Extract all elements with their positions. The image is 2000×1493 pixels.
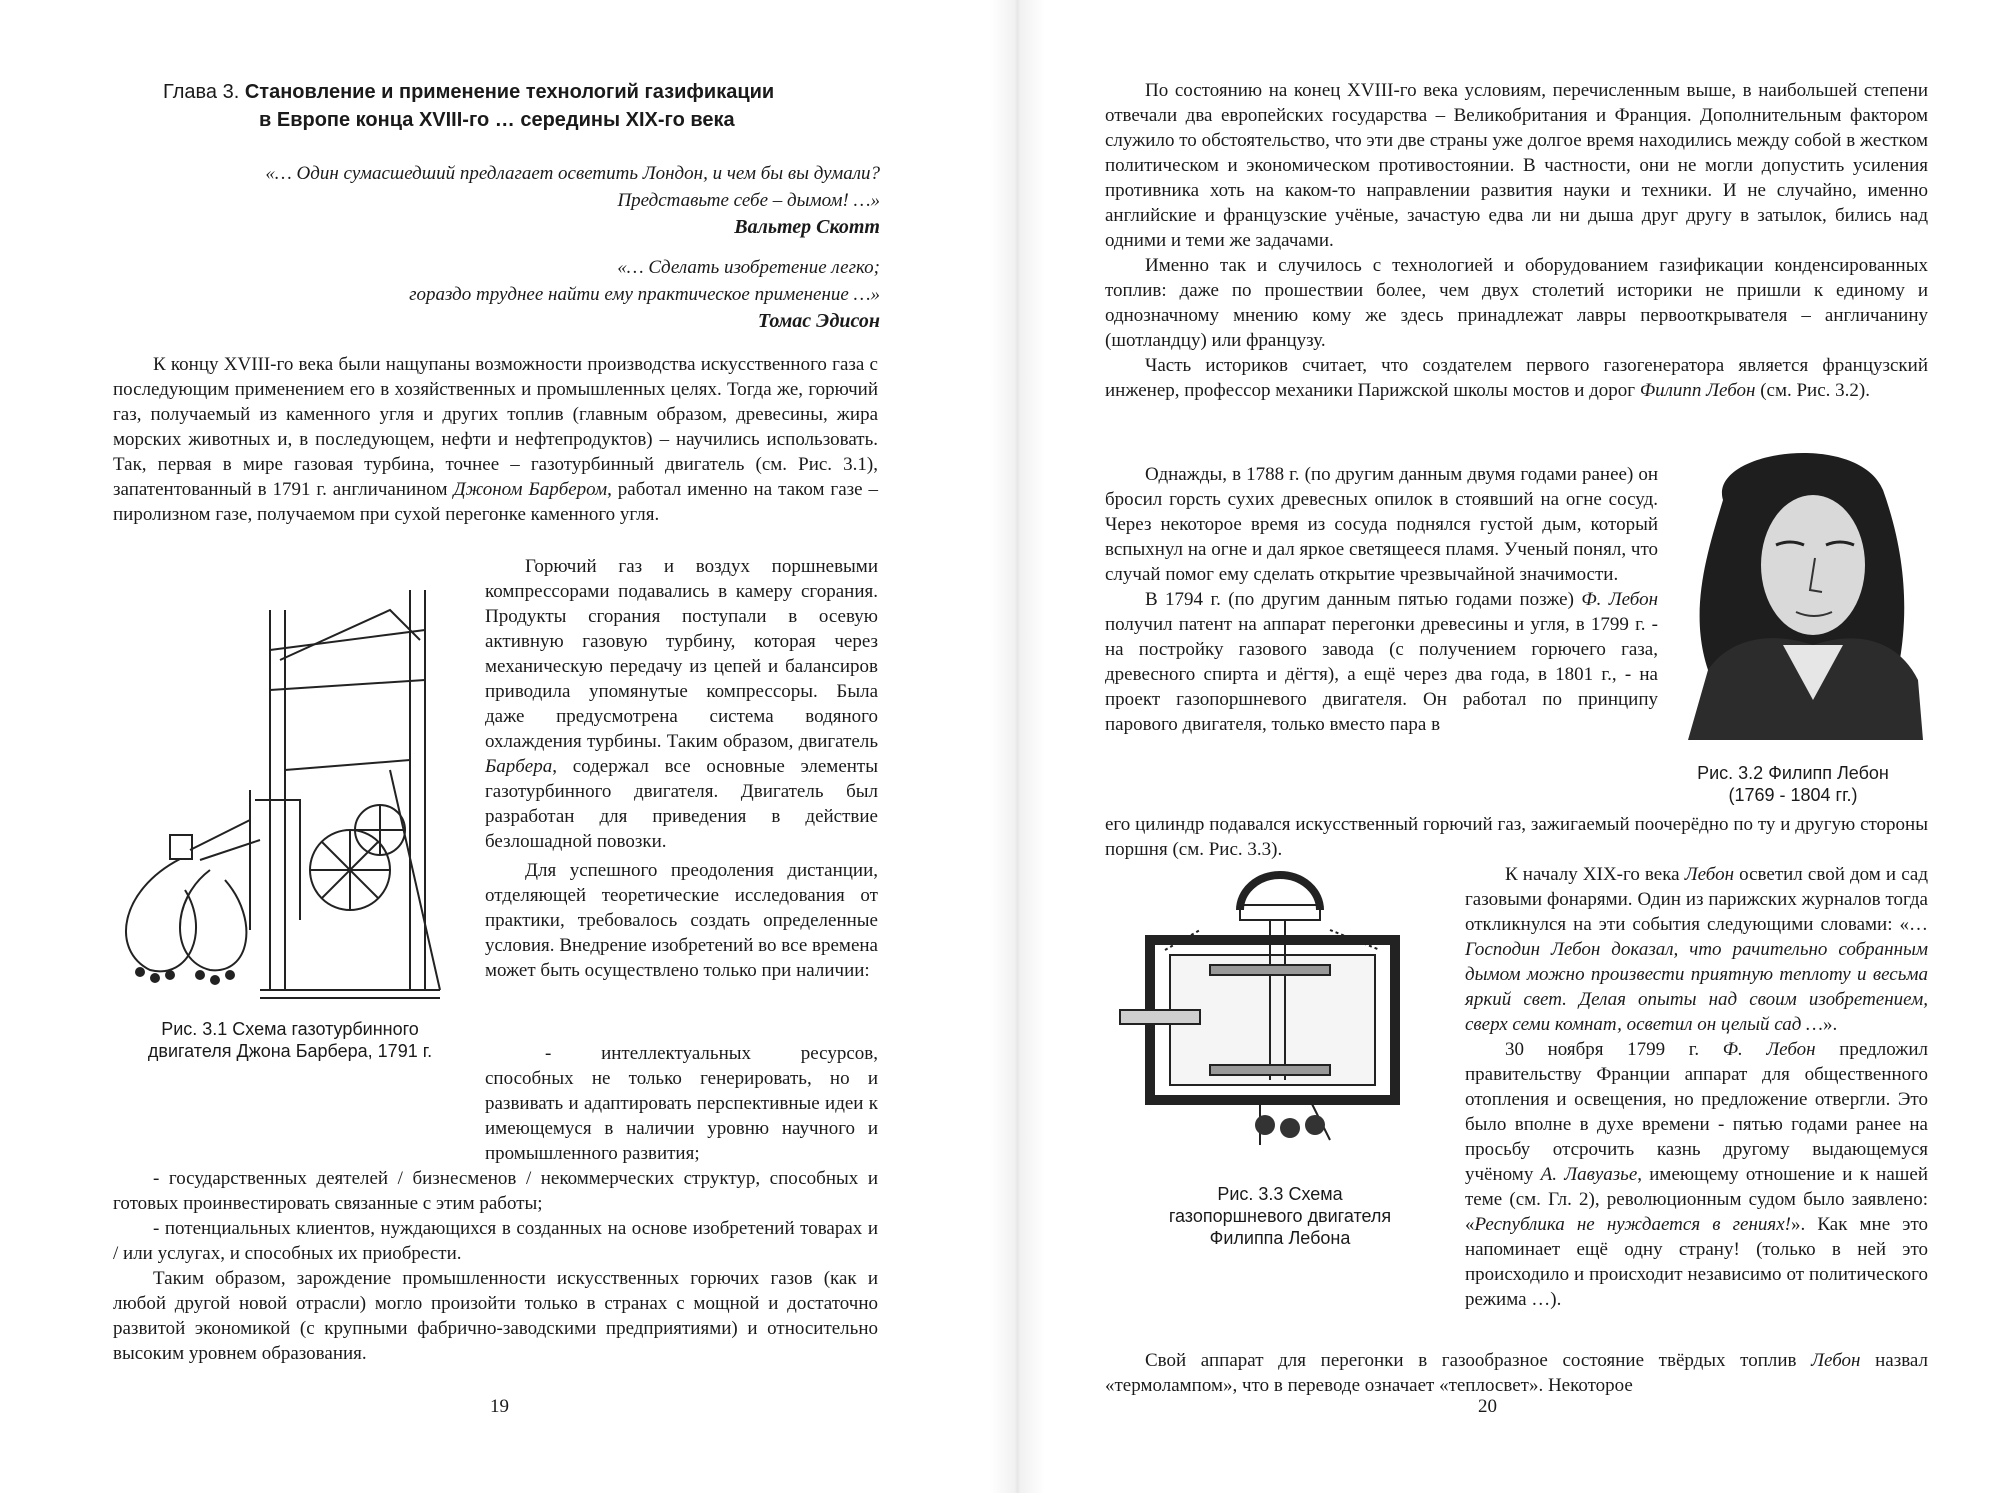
person-name: Джоном Барбером <box>453 479 608 500</box>
person-name: Лебон <box>1811 1350 1861 1371</box>
lebon-portrait-figure <box>1668 440 1943 745</box>
chapter-label: Глава 3. <box>163 81 240 103</box>
conclusion-paragraph: Таким образом, зарождение промышленности искусственных горючих газов (как и любой другой новой отрасли) могло произойти только в странах с мощной и достаточно развитой экономикой (с крупными фабрично-заводскими предприятиями) и относительно высоким уровнем образования. <box>113 1268 878 1364</box>
intro-paragraph: К концу XVIII-го века были нащупаны возможности производства искусственного газа с последующим применением его в хозяйственных и промышленных целях. Тогда же, горючий газ, получаемый из каменного угля и других топлив (главным образом, древесины, жира морских животных и, в последующем, нефти и нефтепродуктов) – научились использовать. Так, первая в мире газовая турбина, точнее – газотурбинный двигатель (см. Рис. 3.1), запатентованный в 1791 г. англичанином Джоном Барбером, работал именно на таком газе – пиролизном газе, получаемом при сухой перегонке каменного угля. <box>113 354 879 525</box>
conditions-list <box>113 1041 878 1366</box>
figure-3-3-caption: Рис. 3.3 Схема газопоршневого двигателя Филиппа Лебона <box>1168 1184 1392 1248</box>
epigraph-line: «… Сделать изобретение легко; <box>617 257 880 278</box>
figure-3-2-caption: Рис. 3.2 Филипп Лебон (1769 - 1804 гг.) <box>1697 763 1889 805</box>
paragraph: Однажды, в 1788 г. (по другим данным двумя годами ранее) он бросил горсть сухих древесных опилок в стоявший на огне сосуд. Через некоторое время из сосуда поднялся густой дым, который вспыхнул на огне и дал яркое светящееся пламя. Ученый понял, что случай помог ему сделать открытие чрезвычайной значимости. <box>1105 464 1658 585</box>
epigraph-line: Представьте себе – дымом! …» <box>617 190 880 211</box>
conditions-paragraph: Для успешного преодоления дистанции, отделяющей теоретические исследования от практики, требовалось создать определенные условия. Внедрение изобретений во все времена может быть осуществлено только при наличии: <box>485 860 878 981</box>
chapter-heading <box>163 78 863 134</box>
page-number: 19 <box>490 1396 509 1417</box>
thermolamp-text: Свой аппарат для перегонки в газообразное состояние твёрдых топлив Лебон назвал «термолампом», что в переводе означает «теплосвет». Некоторое <box>1105 1350 1929 1396</box>
person-name: Лебон <box>1684 864 1735 885</box>
bullet-item: - государственных деятелей / бизнесменов / некоммерческих структур, способных и готовых проинвестировать связанные с этим работы; <box>113 1168 878 1214</box>
epigraph-author: Томас Эдисон <box>757 310 880 332</box>
left-page <box>0 0 990 1493</box>
bullet-item: - потенциальных клиентов, нуждающихся в созданных на основе изобретений товарах и / или услугах, и способных их приобрести. <box>113 1218 878 1264</box>
epigraph-edison <box>160 254 880 335</box>
person-name: Ф. Лебон <box>1722 1039 1816 1060</box>
person-name: А. Лавуазье <box>1540 1164 1638 1185</box>
epigraph-line: «… Один сумасшедший предлагает осветить Лондон, и чем бы вы думали? <box>265 163 880 184</box>
right-top-text: По состоянию на конец XVIII-го века условиям, перечисленным выше, в наибольшей степени отвечали два европейских государства – Великобритания и Франция. Дополнительным фактором служило то обстоятельство, что эти две страны уже долгое время находились между собой в жестком политическом и экономическом противостоянии. В частности, они не могли допустить усиления противника хоть на каком-то направлении развития науки и техники. И не случайно, именно английские и французские учёные, зачастую едва ли ни дыша друг другу в затылок, бились над одними и теми же задачами. Именно так и случилось с технологией и оборудованием газификации конденсированных топлив: даже по прошествии более, чем двух столетий историки не пришли к единому и однозначному мнению кому же здесь принадлежат лавры первооткрывателя – англичанину (шотландцу) или французу. Часть историков считает, что создателем первого газогенератора является французский инженер, профессор механики Парижской школы мостов и дорог Филипп Лебон (см. Рис. 3.2). <box>1105 80 1928 401</box>
epigraph-line: гораздо труднее найти ему практическое применение …» <box>409 284 880 305</box>
epigraph-scott <box>160 160 880 241</box>
figure-3-1-caption: Рис. 3.1 Схема газотурбинного двигателя Джона Барбера, 1791 г. <box>147 1019 433 1061</box>
person-name: Ф. Лебон <box>1581 589 1659 610</box>
barber-engine-figure <box>110 570 470 1010</box>
lebon-engine-figure <box>1110 870 1450 1170</box>
chapter-title-line2: в Европе конца XVIII-го … середины XIX-го века <box>259 109 735 131</box>
journal-quote: Господин Лебон доказал, что рачительно собранным дымом можно произвести приятную теплоту и весьма яркий свет. Делая опыты над своим изобретением, сверх семи комнат, осветил он целый сад … <box>1465 939 1928 1035</box>
person-name: Барбера <box>485 756 553 777</box>
paragraph: Именно так и случилось с технологией и оборудованием газификации конденсированных топлив: даже по прошествии более, чем двух столетий историки не пришли к единому и однозначному мнению кому же здесь принадлежат лавры первооткрывателя – англичанину (шотландцу) или французу. <box>1105 255 1928 351</box>
paragraph: его цилиндр подавался искусственный горючий газ, зажигаемый поочерёдно по ту и другую стороны поршня (см. Рис. 3.3). <box>1105 814 1928 860</box>
person-name: Филипп Лебон <box>1639 380 1756 401</box>
lebon-discovery-text: Однажды, в 1788 г. (по другим данным двумя годами ранее) он бросил горсть сухих древесных опилок в стоявший на огне сосуд. Через некоторое время из сосуда поднялся густой дым, который вспыхнул на огне и дал яркое светящееся пламя. Ученый понял, что случай помог ему сделать открытие чрезвычайной значимости. В 1794 г. (по другим данным пятью годами позже) Ф. Лебон получил патент на аппарат перегонки древесины и угля, в 1799 г. - на постройку газового завода (с получением горючего газа, древесного спирта и дёгтя), а ещё через два года, в 1801 г., - на проект газопоршневого двигателя. Он работал по принципу парового двигателя, только вместо пара в <box>1105 464 1659 735</box>
tribunal-quote: Республика не нуждается в гениях! <box>1474 1214 1791 1235</box>
page-number: 20 <box>1478 1396 1497 1417</box>
chapter-title-line1: Становление и применение технологий газификации <box>244 81 775 103</box>
barber-engine-paragraph: Горючий газ и воздух поршневыми компрессорами подавались в камеру сгорания. Продукты сгорания поступали в осевую активную газовую турбину, которая через механическую передачу из цепей и балансиров приводила упомянутые компрессоры. Была даже предусмотрена система водяного охлаждения турбины. Таким образом, двигатель Барбера, содержал все основные элементы газотурбинного двигателя. Двигатель был разработан для приведения в действие безлошадной повозки. Для успешного преодоления дистанции, отделяющей теоретические исследования от практики, требовалось создать определенные условия. Внедрение изобретений во все времена может быть осуществлено только при наличии: <box>485 556 878 981</box>
paragraph: По состоянию на конец XVIII-го века условиям, перечисленным выше, в наибольшей степени отвечали два европейских государства – Великобритания и Франция. Дополнительным фактором служило то обстоятельство, что эти две страны уже долгое время находились между собой в жестком политическом и экономическом противостоянии. В частности, они не могли допустить усиления противника хоть на каком-то направлении развития науки и техники. И не случайно, именно английские и французские учёные, зачастую едва ли ни дыша друг другу в затылок, бились над одними и теми же задачами. <box>1105 80 1928 251</box>
right-page <box>1045 0 2000 1493</box>
gas-lighting-text: К началу XIX-го века Лебон осветил свой дом и сад газовыми фонарями. Один из парижских журналов тогда откликнулся на эти события следующими словами: «…Господин Лебон доказал, что рачительно собранным дымом можно произвести приятную теплоту и весьма яркий свет. Делая опыты над своим изобретением, сверх семи комнат, осветил он целый сад …». 30 ноября 1799 г. Ф. Лебон предложил правительству Франции аппарат для общественного отопления и освещения, но предложение отвергли. Это было вполне в духе времени - пятью годами ранее на просьбу отсрочить казнь другому выдающемуся учёному А. Лавуазье, имеющему отношение и к нашей теме (см. Гл. 2), революционным судом было заявлено: «Республика не нуждается в гениях!». Как мне это напоминает ещё одну страну! (только в ней это происходило и происходит независимо от политического режима …). <box>1465 864 1929 1310</box>
bullet-item: - интеллектуальных ресурсов, способных не только генерировать, но и развивать и адаптировать перспективные идеи к имеющемуся в наличии уровню научного и промышленного развития; <box>485 1043 878 1164</box>
cylinder-text <box>1105 812 1928 862</box>
book-gutter <box>990 0 1045 1493</box>
epigraph-author: Вальтер Скотт <box>734 216 880 238</box>
